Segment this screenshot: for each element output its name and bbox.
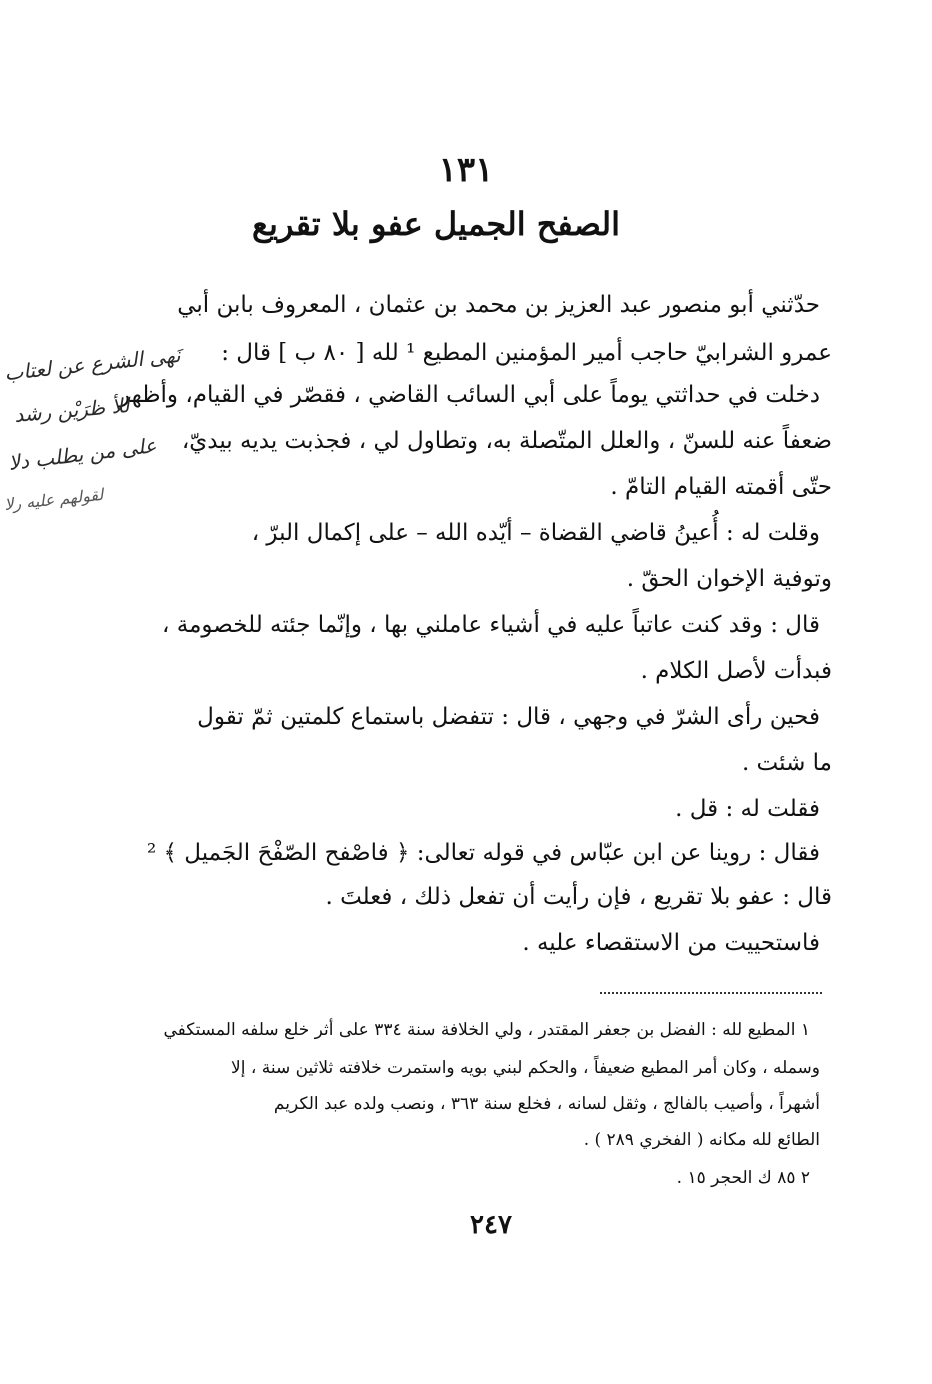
body-line: قال : وقد كنت عاتباً عليه في أشياء عاملني بها ، وإنّما جئته للخصومة ، (162, 612, 820, 638)
body-line: ضعفاً عنه للسنّ ، والعلل المتّصلة به، وتطاول لي ، فجذبت يديه بيديّ، (181, 428, 832, 454)
story-number: ١٣١ (438, 150, 494, 190)
body-line: فاستحييت من الاستقصاء عليه . (522, 930, 820, 956)
footnote-line: وسمله ، وكان أمر المطيع ضعيفاً ، والحكم لبني بويه واستمرت خلافته ثلاثين سنة ، إلا (231, 1058, 820, 1078)
body-line: فقال : روينا عن ابن عبّاس في قوله تعالى: ﴿ فاصْفح الصّفْحَ الجَميل ﴾ ² (146, 840, 820, 866)
footnote-line: أشهراً ، وأصيب بالفالج ، وثقل لسانه ، فخلع سنة ٣٦٣ ، ونصب ولده عبد الكريم (273, 1094, 820, 1114)
body-line: ما شئت . (741, 750, 832, 776)
body-line: فقلت له : قل . (675, 796, 820, 822)
footnote-separator (600, 992, 822, 994)
footnote-line: ٢ ٨٥ ك الحجر ١٥ . (676, 1168, 810, 1188)
body-line: دخلت في حداثتي يوماً على أبي السائب القاضي ، فقصّر في القيام، وأظهر (118, 382, 820, 408)
margin-note: على من يطلب دلا (7, 433, 158, 475)
margin-note: للأ ظرَيْن رشد (13, 393, 131, 427)
body-line: فحين رأى الشرّ في وجهي ، قال : تتفضل باستماع كلمتين ثمّ تقول (197, 704, 820, 730)
page-number: ٢٤٧ (470, 1210, 512, 1240)
body-line: وتوفية الإخوان الحقّ . (626, 566, 832, 592)
body-line: وقلت له : أُعينُ قاضي القضاة – أيّده الله – على إكمال البرّ ، (251, 520, 820, 546)
margin-note: لقولهم عليه رلا (3, 484, 105, 515)
body-line: عمرو الشرابيّ حاجب أمير المؤمنين المطيع ¹ لله [ ٨٠ ب ] قال : (221, 340, 832, 366)
margin-note: نَهى الشرع عن لعتاب (3, 342, 182, 386)
story-title: الصفح الجميل عفو بلا تقريع (252, 205, 620, 243)
footnote-line: الطائع لله مكانه ( الفخري ٢٨٩ ) . (583, 1130, 820, 1150)
body-line: حتّى أقمته القيام التامّ . (610, 474, 832, 500)
body-line: فبدأت لأصل الكلام . (640, 658, 832, 684)
footnote-line: ١ المطيع لله : الفضل بن جعفر المقتدر ، ولي الخلافة سنة ٣٣٤ على أثر خلع سلفه المستكفي (163, 1020, 810, 1040)
body-line: قال : عفو بلا تقريع ، فإن رأيت أن تفعل ذلك ، فعلتَ . (325, 884, 832, 910)
body-line: حدّثني أبو منصور عبد العزيز بن محمد بن عثمان ، المعروف بابن أبي (177, 292, 820, 318)
